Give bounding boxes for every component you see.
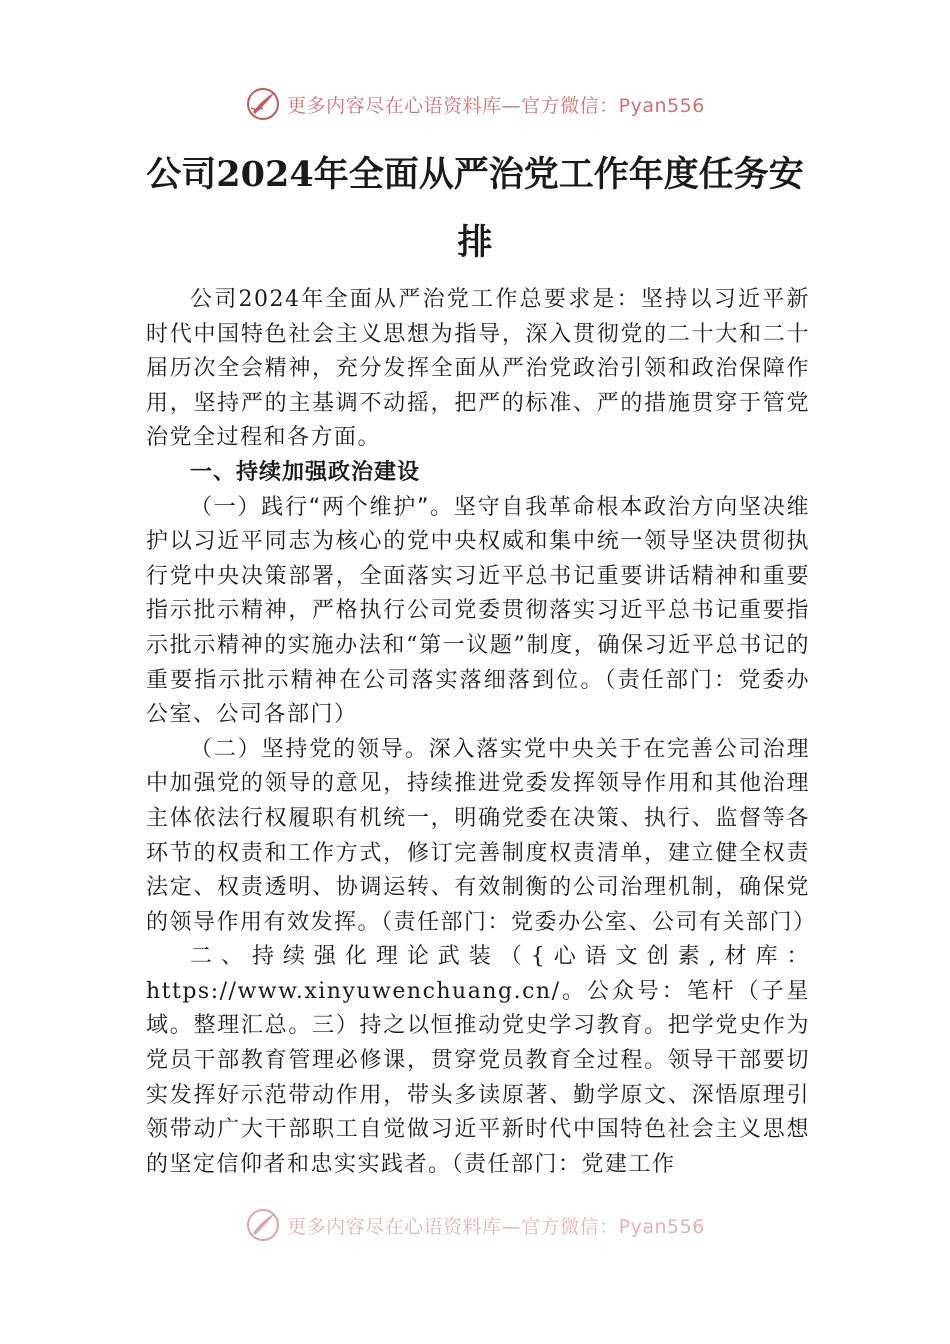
section2-paragraph: 二、持续强化理论武装（{心语文创素,材库：https://www.xinyuwenchuang.cn/。公众号：笔杆（子星域。整理汇总。三）持之以恒推动党史学习教育。把学党史作为党员干部教育管理必修课，贯穿党员教育全过程。领导干部要切实发挥好示范带动作用，带头多读原著、勤学原文、深悟原理引领带动广大干部职工自觉做习近平新时代中国特色社会主义思想的坚定信仰者和忠实实践者。（责任部门：党建工作 [146, 944, 810, 1177]
pen-logo-icon [245, 86, 281, 122]
footer-watermark-text: 更多内容尽在心语资料库—官方微信：Pyan556 [287, 1215, 705, 1238]
item1-lead: （一）践行“两个维护”。 [190, 494, 454, 520]
section1-heading: 一、持续加强政治建设 [190, 459, 421, 485]
document-title-line1: 公司2024年全面从严治党工作年度任务安 [146, 154, 804, 195]
item1-body: 坚守自我革命根本政治方向坚决维护以习近平同志为核心的党中央权威和集中统一领导坚决贯彻执行党中央决策部署，全面落实习近平总书记重要讲话精神和重要指示批示精神，严格执行公司党委贯彻落实习近平总书记重要指示批示精神的实施办法和“第一议题”制度，确保习近平总书记的重要指示批示精神在公司落实落细落到位。（责任部门：党委办公室、公司各部门） [146, 494, 810, 728]
footer-watermark [0, 1208, 950, 1242]
item2-body: 深入落实党中央关于在完善公司治理中加强党的领导的意见，持续推进党委发挥领导作用和其他治理主体依法行权履职有机统一，明确党委在决策、执行、监督等各环节的权责和工作方式，修订完善制度权责清单，建立健全权责法定、权责透明、协调运转、有效制衡的公司治理机制，确保党的领导作用有效发挥。（责任部门：党委办公室、公司有关部门） [146, 736, 817, 935]
header-watermark-text: 更多内容尽在心语资料库—官方微信：Pyan556 [287, 94, 705, 117]
item1-paragraph [146, 491, 810, 733]
document-title-line2: 排 [457, 222, 493, 263]
item2-paragraph [146, 733, 817, 941]
item2-lead: （二）坚持党的领导。 [190, 736, 429, 762]
intro-paragraph: 公司2024年全面从严治党工作总要求是：坚持以习近平新时代中国特色社会主义思想为指导，深入贯彻党的二十大和二十届历次全会精神，充分发挥全面从严治党政治引领和政治保障作用，坚持严的主基调不动摇，把严的标准、严的措施贯穿于管党治党全过程和各方面。 [146, 287, 810, 451]
document-body [146, 283, 817, 1182]
pen-logo-icon [245, 1208, 281, 1242]
header-watermark [0, 84, 950, 124]
